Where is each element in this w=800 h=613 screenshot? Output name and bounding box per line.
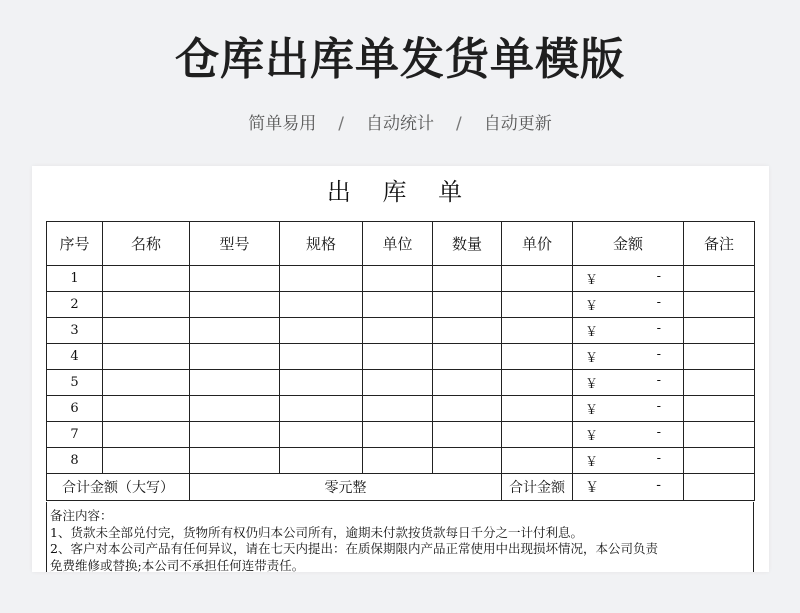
unit-cell[interactable] <box>363 422 433 448</box>
col-header-remark: 备注 <box>684 222 755 266</box>
col-header-index: 序号 <box>47 222 103 266</box>
total-amount-value: - <box>656 477 661 493</box>
unit-cell[interactable] <box>363 318 433 344</box>
currency-symbol: ￥ <box>585 377 599 392</box>
qty-cell[interactable] <box>433 370 502 396</box>
row-index: 1 <box>47 266 103 292</box>
table-row <box>47 370 755 396</box>
unit-cell[interactable] <box>363 292 433 318</box>
total-words-value[interactable]: 零元整 <box>190 474 502 501</box>
model-cell[interactable] <box>190 266 280 292</box>
notes-box <box>46 502 754 572</box>
qty-cell[interactable] <box>433 344 502 370</box>
model-cell[interactable] <box>190 448 280 474</box>
subtitle-item-easy: 简单易用 <box>248 114 317 134</box>
total-remark-cell[interactable] <box>684 474 755 501</box>
qty-cell[interactable] <box>433 292 502 318</box>
remark-cell[interactable] <box>684 344 755 370</box>
name-cell[interactable] <box>103 422 190 448</box>
amount-cell[interactable] <box>573 396 684 422</box>
amount-value: - <box>656 425 661 440</box>
name-cell[interactable] <box>103 396 190 422</box>
subtitle-item-update: 自动更新 <box>483 114 552 134</box>
notes-line: 1、货款未全部兑付完，货物所有权仍归本公司所有，逾期未付款按货款每日千分之一计付利息。 <box>50 524 583 540</box>
col-header-price: 单价 <box>502 222 573 266</box>
price-cell[interactable] <box>502 448 573 474</box>
table-row <box>47 266 755 292</box>
total-num-label: 合计金额 <box>502 474 573 501</box>
row-index: 3 <box>47 318 103 344</box>
total-amount-cell[interactable] <box>573 474 684 501</box>
amount-cell[interactable] <box>573 344 684 370</box>
currency-symbol: ￥ <box>585 429 599 444</box>
spec-cell[interactable] <box>280 396 363 422</box>
remark-cell[interactable] <box>684 370 755 396</box>
model-cell[interactable] <box>190 422 280 448</box>
remark-cell[interactable] <box>684 422 755 448</box>
amount-cell[interactable] <box>573 292 684 318</box>
spec-cell[interactable] <box>280 370 363 396</box>
unit-cell[interactable] <box>363 370 433 396</box>
name-cell[interactable] <box>103 266 190 292</box>
amount-value: - <box>656 373 661 388</box>
col-header-spec: 规格 <box>280 222 363 266</box>
col-header-name: 名称 <box>103 222 190 266</box>
currency-symbol: ￥ <box>585 480 599 496</box>
col-header-model: 型号 <box>190 222 280 266</box>
model-cell[interactable] <box>190 396 280 422</box>
spec-cell[interactable] <box>280 422 363 448</box>
qty-cell[interactable] <box>433 396 502 422</box>
subtitle-separator: / <box>338 114 344 134</box>
col-header-amount: 金额 <box>573 222 684 266</box>
row-index: 6 <box>47 396 103 422</box>
table-row <box>47 318 755 344</box>
currency-symbol: ￥ <box>585 455 599 470</box>
table-row <box>47 396 755 422</box>
amount-value: - <box>656 321 661 336</box>
amount-cell[interactable] <box>573 448 684 474</box>
unit-cell[interactable] <box>363 344 433 370</box>
name-cell[interactable] <box>103 318 190 344</box>
price-cell[interactable] <box>502 292 573 318</box>
row-index: 5 <box>47 370 103 396</box>
notes-line: 免费维修或替换;本公司不承担任何连带责任。 <box>50 557 305 572</box>
remark-cell[interactable] <box>684 396 755 422</box>
model-cell[interactable] <box>190 370 280 396</box>
amount-cell[interactable] <box>573 318 684 344</box>
name-cell[interactable] <box>103 292 190 318</box>
remark-cell[interactable] <box>684 266 755 292</box>
table-row <box>47 344 755 370</box>
model-cell[interactable] <box>190 292 280 318</box>
name-cell[interactable] <box>103 370 190 396</box>
unit-cell[interactable] <box>363 448 433 474</box>
outbound-table <box>46 221 755 501</box>
spec-cell[interactable] <box>280 292 363 318</box>
currency-symbol: ￥ <box>585 403 599 418</box>
spec-cell[interactable] <box>280 344 363 370</box>
page-title: 仓库出库单发货单模版 <box>175 34 625 85</box>
currency-symbol: ￥ <box>585 273 599 288</box>
name-cell[interactable] <box>103 344 190 370</box>
amount-cell[interactable] <box>573 370 684 396</box>
amount-value: - <box>656 399 661 414</box>
subtitle-separator: / <box>456 114 462 134</box>
remark-cell[interactable] <box>684 318 755 344</box>
row-index: 2 <box>47 292 103 318</box>
amount-cell[interactable] <box>573 422 684 448</box>
qty-cell[interactable] <box>433 422 502 448</box>
price-cell[interactable] <box>502 344 573 370</box>
price-cell[interactable] <box>502 396 573 422</box>
qty-cell[interactable] <box>433 266 502 292</box>
table-row <box>47 422 755 448</box>
remark-cell[interactable] <box>684 448 755 474</box>
total-words-label: 合计金额（大写） <box>47 474 190 501</box>
price-cell[interactable] <box>502 422 573 448</box>
notes-line: 2、客户对本公司产品有任何异议，请在七天内提出：在质保期限内产品正常使用中出现损坏情况，本公司负责 <box>50 541 658 556</box>
col-header-unit: 单位 <box>363 222 433 266</box>
row-index: 4 <box>47 344 103 370</box>
spec-cell[interactable] <box>280 448 363 474</box>
model-cell[interactable] <box>190 318 280 344</box>
currency-symbol: ￥ <box>585 325 599 340</box>
remark-cell[interactable] <box>684 292 755 318</box>
table-row <box>47 448 755 474</box>
price-cell[interactable] <box>502 370 573 396</box>
amount-cell[interactable] <box>573 266 684 292</box>
row-index: 7 <box>47 422 103 448</box>
amount-value: - <box>656 269 661 284</box>
form-title: 出 库 单 <box>326 178 475 206</box>
total-row <box>47 474 755 501</box>
qty-cell[interactable] <box>433 318 502 344</box>
spec-cell[interactable] <box>280 266 363 292</box>
unit-cell[interactable] <box>363 396 433 422</box>
price-cell[interactable] <box>502 266 573 292</box>
form-sheet <box>32 166 769 572</box>
currency-symbol: ￥ <box>585 351 599 366</box>
unit-cell[interactable] <box>363 266 433 292</box>
price-cell[interactable] <box>502 318 573 344</box>
row-index: 8 <box>47 448 103 474</box>
table-header-row <box>47 222 755 266</box>
model-cell[interactable] <box>190 344 280 370</box>
table-row <box>47 292 755 318</box>
qty-cell[interactable] <box>433 448 502 474</box>
col-header-qty: 数量 <box>433 222 502 266</box>
spec-cell[interactable] <box>280 318 363 344</box>
currency-symbol: ￥ <box>585 299 599 314</box>
subtitle-item-stats: 自动统计 <box>366 114 434 134</box>
amount-value: - <box>656 347 661 362</box>
amount-value: - <box>656 295 661 310</box>
amount-value: - <box>656 451 661 466</box>
name-cell[interactable] <box>103 448 190 474</box>
subtitle <box>0 112 800 136</box>
notes-heading: 备注内容： <box>50 508 113 523</box>
